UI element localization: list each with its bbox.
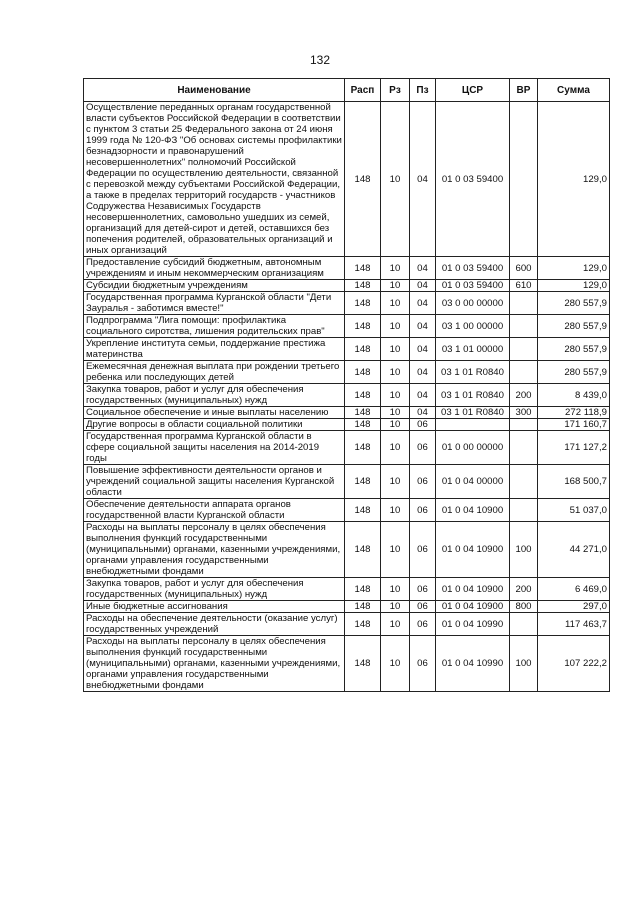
cell-sum: 129,0 — [538, 102, 610, 257]
cell-vr — [510, 361, 538, 384]
cell-name: Субсидии бюджетным учреждениям — [84, 280, 345, 292]
cell-pz: 06 — [410, 499, 436, 522]
cell-name: Другие вопросы в области социальной политики — [84, 419, 345, 431]
cell-pz: 06 — [410, 465, 436, 499]
cell-sum: 129,0 — [538, 280, 610, 292]
cell-vr: 610 — [510, 280, 538, 292]
table-row — [84, 361, 610, 384]
cell-rasp: 148 — [345, 102, 381, 257]
cell-pz: 04 — [410, 361, 436, 384]
header-pz: Пз — [410, 79, 436, 102]
cell-sum: 107 222,2 — [538, 636, 610, 692]
cell-rasp: 148 — [345, 522, 381, 578]
cell-name: Закупка товаров, работ и услуг для обеспечения государственных (муниципальных) нужд — [84, 578, 345, 601]
cell-csr: 01 0 03 59400 — [436, 257, 510, 280]
cell-sum: 117 463,7 — [538, 613, 610, 636]
cell-sum: 168 500,7 — [538, 465, 610, 499]
cell-csr: 03 0 00 00000 — [436, 292, 510, 315]
table-row — [84, 431, 610, 465]
table-row — [84, 384, 610, 407]
cell-rz: 10 — [381, 601, 410, 613]
cell-name: Социальное обеспечение и иные выплаты населению — [84, 407, 345, 419]
table-body — [84, 102, 610, 692]
cell-rasp: 148 — [345, 578, 381, 601]
cell-pz: 06 — [410, 419, 436, 431]
cell-pz: 04 — [410, 257, 436, 280]
table-row — [84, 315, 610, 338]
header-rz: Рз — [381, 79, 410, 102]
cell-rasp: 148 — [345, 280, 381, 292]
cell-csr: 03 1 01 R0840 — [436, 361, 510, 384]
cell-name: Обеспечение деятельности аппарата органов государственной власти Курганской области — [84, 499, 345, 522]
cell-pz: 04 — [410, 338, 436, 361]
cell-name: Закупка товаров, работ и услуг для обеспечения государственных (муниципальных) нужд — [84, 384, 345, 407]
cell-rz: 10 — [381, 499, 410, 522]
cell-pz: 04 — [410, 292, 436, 315]
cell-rasp: 148 — [345, 384, 381, 407]
cell-pz: 06 — [410, 601, 436, 613]
cell-sum: 280 557,9 — [538, 315, 610, 338]
cell-csr: 01 0 04 10900 — [436, 499, 510, 522]
table-row — [84, 257, 610, 280]
cell-vr — [510, 102, 538, 257]
cell-vr — [510, 613, 538, 636]
cell-sum: 280 557,9 — [538, 338, 610, 361]
cell-pz: 04 — [410, 102, 436, 257]
cell-vr — [510, 499, 538, 522]
cell-csr — [436, 419, 510, 431]
cell-sum: 171 127,2 — [538, 431, 610, 465]
cell-csr: 01 0 03 59400 — [436, 280, 510, 292]
table-row — [84, 292, 610, 315]
header-csr: ЦСР — [436, 79, 510, 102]
cell-vr: 100 — [510, 636, 538, 692]
cell-sum: 297,0 — [538, 601, 610, 613]
header-vr: ВР — [510, 79, 538, 102]
table-row — [84, 280, 610, 292]
cell-rasp: 148 — [345, 431, 381, 465]
cell-rasp: 148 — [345, 465, 381, 499]
header-name: Наименование — [84, 79, 345, 102]
cell-csr: 01 0 04 10990 — [436, 613, 510, 636]
cell-rasp: 148 — [345, 419, 381, 431]
table-row — [84, 407, 610, 419]
cell-rz: 10 — [381, 338, 410, 361]
cell-name: Иные бюджетные ассигнования — [84, 601, 345, 613]
cell-name: Расходы на выплаты персоналу в целях обеспечения выполнения функций государственными (муниципальными) органами, казенными учреждениями, органами управления государственными внебюджетными фондами — [84, 636, 345, 692]
cell-csr: 01 0 04 10990 — [436, 636, 510, 692]
cell-rz: 10 — [381, 102, 410, 257]
cell-rz: 10 — [381, 613, 410, 636]
cell-rz: 10 — [381, 315, 410, 338]
cell-rz: 10 — [381, 361, 410, 384]
cell-csr: 01 0 04 00000 — [436, 465, 510, 499]
cell-sum: 44 271,0 — [538, 522, 610, 578]
cell-vr — [510, 419, 538, 431]
cell-pz: 04 — [410, 280, 436, 292]
cell-vr: 200 — [510, 578, 538, 601]
cell-rz: 10 — [381, 465, 410, 499]
cell-vr: 200 — [510, 384, 538, 407]
table-row — [84, 578, 610, 601]
cell-csr: 01 0 03 59400 — [436, 102, 510, 257]
cell-pz: 06 — [410, 578, 436, 601]
cell-vr: 600 — [510, 257, 538, 280]
cell-sum: 129,0 — [538, 257, 610, 280]
cell-rz: 10 — [381, 280, 410, 292]
cell-sum: 171 160,7 — [538, 419, 610, 431]
cell-pz: 04 — [410, 384, 436, 407]
page-number: 132 — [309, 53, 331, 67]
cell-sum: 272 118,9 — [538, 407, 610, 419]
cell-rz: 10 — [381, 522, 410, 578]
cell-name: Расходы на выплаты персоналу в целях обеспечения выполнения функций государственными (муниципальными) органами, казенными учреждениями, органами управления государственными внебюджетными фондами — [84, 522, 345, 578]
cell-rasp: 148 — [345, 292, 381, 315]
cell-rasp: 148 — [345, 407, 381, 419]
cell-rz: 10 — [381, 578, 410, 601]
cell-rz: 10 — [381, 636, 410, 692]
cell-csr: 03 1 01 R0840 — [436, 384, 510, 407]
table-row — [84, 613, 610, 636]
table-row — [84, 102, 610, 257]
cell-vr: 100 — [510, 522, 538, 578]
cell-rasp: 148 — [345, 601, 381, 613]
cell-pz: 06 — [410, 613, 436, 636]
cell-rz: 10 — [381, 384, 410, 407]
cell-vr: 800 — [510, 601, 538, 613]
cell-rasp: 148 — [345, 636, 381, 692]
budget-table — [83, 78, 610, 692]
cell-rz: 10 — [381, 431, 410, 465]
cell-csr: 01 0 04 10900 — [436, 522, 510, 578]
cell-csr: 01 0 04 10900 — [436, 601, 510, 613]
cell-csr: 01 0 04 10900 — [436, 578, 510, 601]
cell-csr: 03 1 01 R0840 — [436, 407, 510, 419]
cell-vr — [510, 315, 538, 338]
cell-rasp: 148 — [345, 257, 381, 280]
cell-name: Государственная программа Курганской области в сфере социальной защиты населения на 2014-2019 годы — [84, 431, 345, 465]
cell-sum: 8 439,0 — [538, 384, 610, 407]
cell-csr: 03 1 00 00000 — [436, 315, 510, 338]
cell-name: Расходы на обеспечение деятельности (оказание услуг) государственных учреждений — [84, 613, 345, 636]
cell-name: Ежемесячная денежная выплата при рождении третьего ребенка или последующих детей — [84, 361, 345, 384]
table-row — [84, 465, 610, 499]
cell-vr — [510, 431, 538, 465]
cell-vr — [510, 338, 538, 361]
cell-vr: 300 — [510, 407, 538, 419]
cell-pz: 06 — [410, 431, 436, 465]
cell-name: Подпрограмма "Лига помощи: профилактика социального сиротства, лишения родительских прав" — [84, 315, 345, 338]
cell-pz: 04 — [410, 315, 436, 338]
cell-pz: 06 — [410, 522, 436, 578]
cell-rz: 10 — [381, 292, 410, 315]
cell-rasp: 148 — [345, 315, 381, 338]
cell-name: Повышение эффективности деятельности органов и учреждений социальной защиты населения Курганской области — [84, 465, 345, 499]
header-sum: Сумма — [538, 79, 610, 102]
cell-sum: 280 557,9 — [538, 292, 610, 315]
cell-sum: 6 469,0 — [538, 578, 610, 601]
table-row — [84, 499, 610, 522]
cell-name: Укрепление института семьи, поддержание престижа материнства — [84, 338, 345, 361]
cell-pz: 06 — [410, 636, 436, 692]
cell-rasp: 148 — [345, 338, 381, 361]
table-row — [84, 338, 610, 361]
cell-name: Государственная программа Курганской области "Дети Зауралья - заботимся вместе!" — [84, 292, 345, 315]
header-rasp: Расп — [345, 79, 381, 102]
table-header-row — [84, 79, 610, 102]
cell-rasp: 148 — [345, 361, 381, 384]
cell-csr: 03 1 01 00000 — [436, 338, 510, 361]
cell-rz: 10 — [381, 419, 410, 431]
cell-csr: 01 0 00 00000 — [436, 431, 510, 465]
table-row — [84, 636, 610, 692]
cell-rasp: 148 — [345, 613, 381, 636]
cell-rz: 10 — [381, 407, 410, 419]
cell-name: Осуществление переданных органам государственной власти субъектов Российской Федерации в соответствии с пунктом 3 статьи 25 Федерального закона от 24 июня 1999 года № 120-ФЗ "Об основах системы профилактики безнадзорности и правонарушений несовершеннолетних" полномочий Российской Федерации по осуществлению деятельности, связанной с перевозкой между субъектами Российской Федерации, а также в пределах территорий государств - участников Содружества Независимых Государств несовершеннолетних, самовольно ушедших из семей, организаций для детей-сирот и детей, оставшихся без попечения родителей, образовательных организаций и иных организаций — [84, 102, 345, 257]
table-row — [84, 419, 610, 431]
table-row — [84, 601, 610, 613]
cell-pz: 04 — [410, 407, 436, 419]
cell-rz: 10 — [381, 257, 410, 280]
cell-sum: 280 557,9 — [538, 361, 610, 384]
cell-vr — [510, 292, 538, 315]
cell-rasp: 148 — [345, 499, 381, 522]
cell-sum: 51 037,0 — [538, 499, 610, 522]
cell-vr — [510, 465, 538, 499]
table-row — [84, 522, 610, 578]
cell-name: Предоставление субсидий бюджетным, автономным учреждениям и иным некоммерческим организациям — [84, 257, 345, 280]
